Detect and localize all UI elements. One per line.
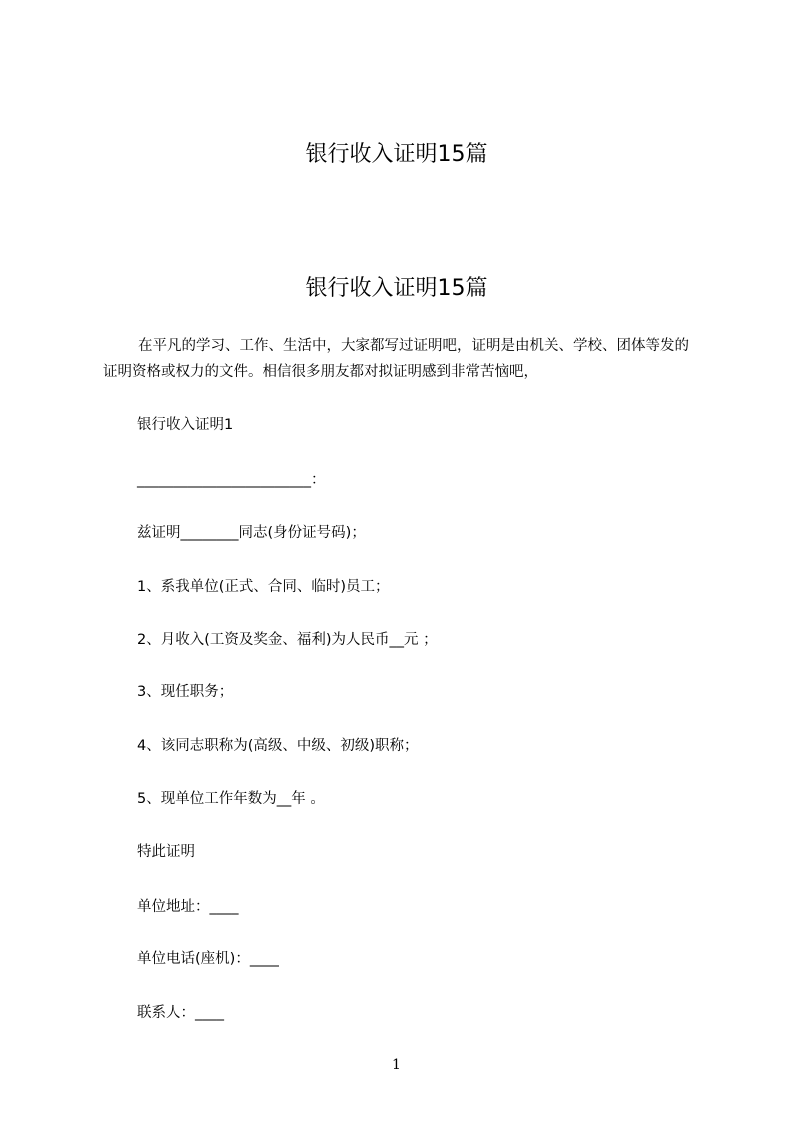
recipient-blank-line: ________________________： — [137, 472, 326, 488]
unit-address-line: 单位地址：____ — [137, 899, 239, 915]
list-item-title-level: 4、该同志职称为(高级、中级、初级)职称； — [137, 738, 419, 754]
section-heading: 银行收入证明1 — [137, 417, 234, 433]
intro-paragraph: 在平凡的学习、工作、生活中，大家都写过证明吧，证明是由机关、学校、团体等发的证明资格或权力的文件。相信很多朋友都对拟证明感到非常苦恼吧， — [103, 338, 689, 380]
list-item-monthly-income: 2、月收入(工资及奖金、福利)为人民币__元 ； — [137, 632, 438, 648]
closing-statement: 特此证明 — [137, 844, 195, 860]
list-item-work-years: 5、现单位工作年数为__年 。 — [137, 791, 325, 807]
page-number: 1 — [392, 1057, 401, 1073]
list-item-position: 3、现任职务； — [137, 684, 234, 700]
list-item-employment-type: 1、系我单位(正式、合同、临时)员工； — [137, 579, 390, 595]
contact-person-line: 联系人：____ — [137, 1005, 224, 1021]
main-title: 银行收入证明15篇 — [305, 276, 488, 301]
unit-phone-line: 单位电话(座机)：____ — [137, 951, 279, 967]
certify-statement: 兹证明________同志(身份证号码)； — [137, 525, 366, 541]
cover-title: 银行收入证明15篇 — [305, 142, 488, 167]
